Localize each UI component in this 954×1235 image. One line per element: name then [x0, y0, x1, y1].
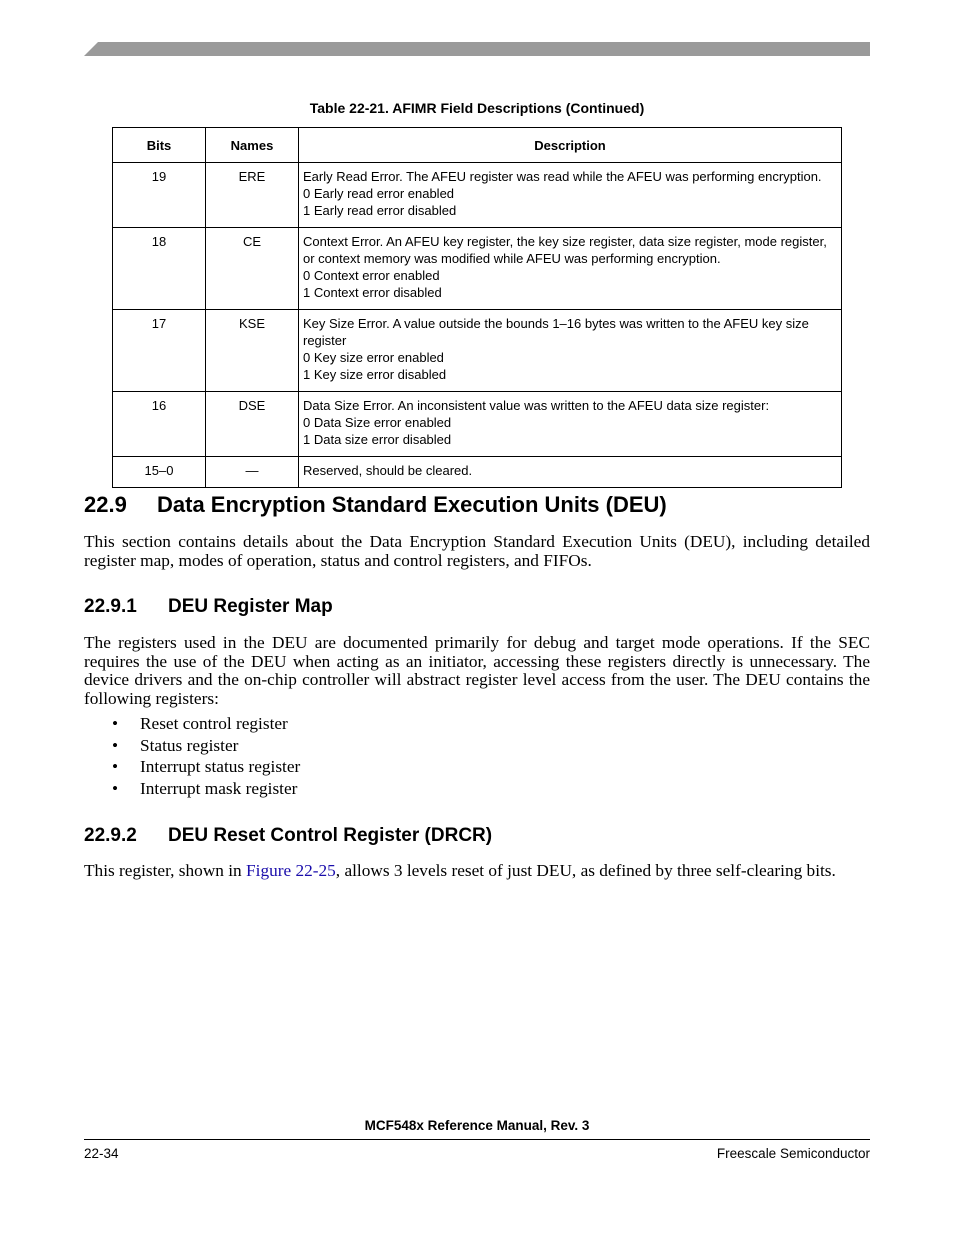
- footer-divider: [84, 1139, 870, 1140]
- cell-name: DSE: [206, 392, 299, 457]
- desc-line: 0 Context error enabled: [303, 268, 440, 283]
- table-caption: Table 22-21. AFIMR Field Descriptions (Continued): [309, 100, 645, 116]
- table-row: [113, 228, 842, 310]
- section-heading: [84, 492, 667, 518]
- subsection-title: DEU Register Map: [168, 596, 333, 617]
- desc-line: 0 Key size error enabled: [303, 350, 444, 365]
- bullet: •: [112, 735, 119, 755]
- table-header-row: [113, 128, 842, 163]
- header-description: Description: [299, 128, 842, 163]
- paragraph-text: , allows 3 levels reset of just DEU, as defined by three self-clearing bits.: [335, 861, 836, 880]
- cell-description: [299, 228, 842, 310]
- desc-line: Early Read Error. The AFEU register was read while the AFEU was performing encryption.: [303, 169, 822, 184]
- desc-line: 1 Early read error disabled: [303, 203, 457, 218]
- desc-line: Context Error. An AFEU key register, the key size register, data size register, mode register, or context memory was modified while AFEU was performing encryption.: [303, 234, 827, 266]
- desc-line: Reserved, should be cleared.: [303, 463, 473, 478]
- figure-link[interactable]: Figure 22-25: [246, 861, 336, 880]
- list-item-text: Status register: [140, 735, 239, 755]
- subsection-heading-register-map: [84, 596, 333, 618]
- bullet: •: [112, 757, 119, 777]
- cell-bits: 18: [113, 228, 206, 310]
- cell-bits: 19: [113, 163, 206, 228]
- section-intro: This section contains details about the Data Encryption Standard Execution Units (DEU), including detailed register map, modes of operation, status and control registers, and FIFOs.: [84, 532, 870, 570]
- desc-line: Key Size Error. A value outside the bounds 1–16 bytes was written to the AFEU key size register: [303, 316, 809, 348]
- cell-bits: 16: [113, 392, 206, 457]
- subsection-title: DEU Reset Control Register (DRCR): [168, 825, 493, 846]
- cell-name: ERE: [206, 163, 299, 228]
- list-item: [84, 713, 300, 735]
- footer-title: MCF548x Reference Manual, Rev. 3: [364, 1118, 590, 1133]
- table-row: [113, 457, 842, 488]
- cell-name: KSE: [206, 310, 299, 392]
- subsection-heading-reset-control: [84, 825, 492, 847]
- page-number: 22-34: [84, 1146, 119, 1161]
- section-number: 22.9: [84, 492, 127, 517]
- cell-description: [299, 163, 842, 228]
- field-descriptions-table: [112, 127, 842, 488]
- cell-name: CE: [206, 228, 299, 310]
- footer-company: Freescale Semiconductor: [716, 1146, 870, 1161]
- cell-name: —: [206, 457, 299, 488]
- list-item: [84, 778, 300, 800]
- list-item-text: Reset control register: [140, 714, 288, 733]
- cell-bits: 15–0: [113, 457, 206, 488]
- list-item-text: Interrupt mask register: [140, 779, 298, 799]
- header-names: Names: [206, 128, 299, 163]
- desc-line: 0 Early read error enabled: [303, 186, 455, 201]
- subsection-number: 22.9.1: [84, 596, 137, 617]
- register-list: [84, 713, 300, 800]
- desc-line: 1 Data size error disabled: [303, 432, 452, 447]
- table-row: [113, 163, 842, 228]
- desc-line: Data Size Error. An inconsistent value was written to the AFEU data size register:: [303, 398, 770, 413]
- bullet: •: [112, 714, 119, 733]
- reset-control-paragraph: [84, 862, 870, 881]
- cell-description: [299, 310, 842, 392]
- list-item: [84, 756, 300, 778]
- table-row: [113, 310, 842, 392]
- list-item-text: Interrupt status register: [140, 757, 301, 777]
- desc-line: 1 Key size error disabled: [303, 367, 447, 382]
- cell-description: [299, 392, 842, 457]
- section-title: Data Encryption Standard Execution Units (DEU): [157, 492, 667, 517]
- desc-line: 0 Data Size error enabled: [303, 415, 452, 430]
- cell-bits: 17: [113, 310, 206, 392]
- list-item: [84, 735, 300, 757]
- header-bits: Bits: [113, 128, 206, 163]
- subsection-number: 22.9.2: [84, 825, 137, 846]
- desc-line: 1 Context error disabled: [303, 285, 442, 300]
- register-map-paragraph: The registers used in the DEU are documented primarily for debug and target mode operations. If the SEC requires the use of the DEU when acting as an initiator, accessing these registers directly is unnecessary. The device drivers and the on-chip controller will abstract register level access from the user. The DEU contains the following registers:: [84, 633, 870, 708]
- table-row: [113, 392, 842, 457]
- paragraph-text: This register, shown in: [84, 861, 247, 880]
- cell-description: [299, 457, 842, 488]
- header-bar: [84, 42, 870, 56]
- bullet: •: [112, 779, 119, 799]
